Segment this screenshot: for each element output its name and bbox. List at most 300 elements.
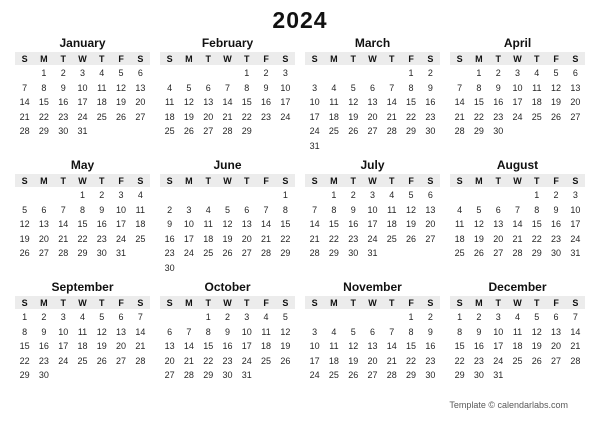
date-cell: 6 [572,68,578,78]
empty-cell [566,368,585,383]
date-cell: 6 [205,82,211,93]
date-cell: 30 [38,370,49,380]
date-cell: 6 [495,204,501,215]
weekday-label: W [78,175,87,186]
date-cell: 11 [329,341,339,351]
date-cell: 20 [367,111,378,122]
empty-cell [527,124,546,139]
weekday-label: S [282,297,289,308]
date-cell: 24 [116,233,127,244]
weekday-header [450,52,585,65]
weekday-label: M [475,175,483,186]
date-cell: 24 [183,248,194,258]
date-cell: 26 [531,355,542,366]
date-cell: 30 [425,126,436,136]
empty-cell [401,139,420,154]
date-cell: 1 [41,68,47,78]
date-cell: 9 [167,219,173,229]
date-cell: 24 [512,111,523,122]
date-cell: 17 [367,219,378,229]
date-cell: 22 [203,355,214,366]
date-cell: 28 [19,126,30,136]
date-cell: 16 [38,341,49,351]
date-cell: 4 [389,190,395,200]
weekday-header [305,296,440,309]
date-cell: 10 [512,82,523,93]
date-cell: 4 [331,82,337,93]
date-cell: 10 [570,204,581,215]
weekday-label: F [118,297,124,308]
date-cell: 19 [222,233,233,244]
date-cell: 23 [164,248,175,258]
empty-cell [363,139,382,154]
weekday-label: S [572,175,579,186]
empty-cell [199,188,218,203]
date-cell: 21 [386,111,397,122]
date-cell: 31 [493,370,504,380]
date-cell: 2 [427,312,433,322]
date-cell: 8 [408,82,414,93]
year-title: 2024 [272,7,328,33]
date-cell: 4 [99,68,105,78]
empty-cell [344,139,363,154]
date-cell: 24 [570,233,581,244]
date-cell: 8 [41,82,47,93]
weekday-label: W [513,175,522,186]
date-cell: 18 [328,355,339,366]
date-cell: 21 [309,233,320,244]
date-cell: 4 [263,312,269,322]
date-cell: 30 [348,248,359,258]
date-cell: 30 [58,126,69,136]
month-name: August [496,158,539,172]
weekday-label: W [368,53,377,64]
date-cell: 6 [167,326,173,337]
date-cell: 17 [116,219,127,229]
date-cell: 28 [386,370,397,380]
date-cell: 28 [386,126,397,136]
date-cell: 27 [116,355,127,366]
month-name: May [70,158,95,172]
date-cell: 7 [224,82,230,93]
date-cell: 4 [205,204,211,215]
date-cell: 21 [19,111,30,122]
date-cell: 19 [531,341,542,351]
date-cell: 28 [261,248,272,258]
date-cell: 3 [514,68,520,78]
date-cell: 30 [551,248,562,258]
weekday-label: S [427,53,434,64]
date-cell: 10 [77,82,88,93]
weekday-label: S [427,175,434,186]
weekday-header [15,52,150,65]
date-cell: 12 [183,97,194,107]
date-cell: 16 [96,219,107,229]
weekday-label: F [553,297,559,308]
date-cell: 10 [116,204,127,215]
date-cell: 2 [263,68,269,78]
month-dates [160,310,295,383]
date-cell: 13 [116,326,127,337]
date-cell: 26 [551,111,562,122]
date-cell: 5 [22,204,28,215]
weekday-label: F [118,53,124,64]
empty-cell [489,188,508,203]
date-cell: 25 [454,248,465,258]
date-cell: 9 [60,82,66,93]
date-cell: 6 [369,82,375,93]
empty-cell [324,310,343,325]
date-cell: 1 [205,312,211,322]
date-cell: 21 [570,341,581,351]
date-cell: 16 [425,97,436,107]
date-cell: 15 [203,341,214,351]
date-cell: 12 [19,219,30,229]
weekday-header [15,296,150,309]
date-cell: 22 [406,111,417,122]
date-cell: 1 [22,312,28,322]
month-january [15,36,150,139]
weekday-label: M [40,53,48,64]
date-cell: 10 [309,341,320,351]
empty-cell [344,310,363,325]
date-cell: 14 [309,219,320,229]
date-cell: 2 [99,190,105,200]
date-cell: 30 [473,370,484,380]
date-cell: 6 [427,190,433,200]
date-cell: 15 [531,219,542,229]
weekday-label: S [282,175,289,186]
date-cell: 7 [60,204,66,215]
date-cell: 16 [222,341,233,351]
weekday-label: T [60,53,66,64]
weekday-label: S [137,53,144,64]
date-cell: 11 [387,204,397,215]
empty-cell [92,368,111,383]
date-cell: 15 [19,341,30,351]
date-cell: 2 [60,68,66,78]
date-cell: 15 [473,97,484,107]
date-cell: 31 [116,248,127,258]
weekday-label: S [311,53,318,64]
weekday-label: M [185,297,193,308]
date-cell: 15 [454,341,465,351]
empty-cell [160,188,179,203]
date-cell: 8 [244,82,250,93]
date-cell: 13 [135,82,146,93]
date-cell: 9 [224,326,230,337]
weekday-label: S [137,175,144,186]
date-cell: 23 [58,111,69,122]
empty-cell [54,368,73,383]
weekday-label: T [534,297,540,308]
date-cell: 8 [205,326,211,337]
date-cell: 4 [79,312,85,322]
date-cell: 11 [261,326,271,337]
date-cell: 26 [222,248,233,258]
date-cell: 8 [534,204,540,215]
date-cell: 1 [79,190,85,200]
month-name: October [204,280,251,294]
date-cell: 16 [58,97,69,107]
weekday-label: F [118,175,124,186]
date-cell: 8 [22,326,28,337]
empty-cell [401,246,420,261]
date-cell: 2 [224,312,230,322]
empty-cell [324,139,343,154]
date-cell: 12 [116,82,127,93]
date-cell: 25 [77,355,88,366]
date-cell: 27 [164,370,175,380]
date-cell: 20 [425,219,436,229]
date-cell: 23 [348,233,359,244]
date-cell: 25 [328,370,339,380]
date-cell: 1 [282,190,288,200]
date-cell: 9 [99,204,105,215]
weekday-label: W [78,297,87,308]
date-cell: 21 [386,355,397,366]
date-cell: 26 [280,355,291,366]
date-cell: 18 [386,219,397,229]
weekday-label: W [368,175,377,186]
date-cell: 2 [350,190,356,200]
date-cell: 4 [137,190,143,200]
date-cell: 19 [551,97,562,107]
date-cell: 27 [203,126,214,136]
date-cell: 25 [531,111,542,122]
weekday-label: S [456,297,463,308]
empty-cell [363,310,382,325]
weekday-header [160,174,295,187]
date-cell: 10 [183,219,194,229]
date-cell: 24 [280,111,291,122]
month-dates [15,66,150,139]
empty-cell [305,188,324,203]
empty-cell [179,188,198,203]
date-cell: 2 [476,312,482,322]
date-cell: 7 [457,82,463,93]
date-cell: 10 [58,326,69,337]
date-cell: 29 [241,126,252,136]
date-cell: 17 [493,341,504,351]
date-cell: 16 [551,219,562,229]
date-cell: 11 [135,204,146,215]
date-cell: 25 [96,111,107,122]
empty-cell [450,66,469,81]
date-cell: 18 [531,97,542,107]
date-cell: 12 [280,326,291,337]
date-cell: 2 [427,68,433,78]
date-cell: 9 [263,82,269,93]
weekday-label: M [185,53,193,64]
date-cell: 18 [96,97,107,107]
date-cell: 25 [328,126,339,136]
empty-cell [305,66,324,81]
date-cell: 15 [406,97,417,107]
date-cell: 26 [116,111,127,122]
empty-cell [256,261,275,276]
month-october [160,280,295,383]
date-cell: 23 [38,355,49,366]
date-cell: 21 [454,111,465,122]
weekday-label: T [60,175,66,186]
date-cell: 17 [280,97,291,107]
date-cell: 26 [19,248,30,258]
date-cell: 13 [570,82,581,93]
date-cell: 29 [77,248,88,258]
weekday-label: S [456,53,463,64]
date-cell: 27 [38,248,49,258]
date-cell: 12 [473,219,484,229]
date-cell: 4 [457,204,463,215]
empty-cell [324,66,343,81]
empty-cell [199,66,218,81]
date-cell: 14 [512,219,523,229]
date-cell: 23 [551,233,562,244]
weekday-label: S [311,175,318,186]
weekday-label: T [99,175,105,186]
date-cell: 20 [367,355,378,366]
weekday-label: M [475,297,483,308]
date-cell: 9 [495,82,501,93]
date-cell: 30 [222,370,233,380]
empty-cell [131,368,150,383]
date-cell: 13 [367,97,378,107]
date-cell: 27 [493,248,504,258]
date-cell: 16 [348,219,359,229]
date-cell: 6 [244,204,250,215]
date-cell: 17 [309,111,320,122]
date-cell: 25 [203,248,214,258]
date-cell: 5 [476,204,482,215]
date-cell: 8 [331,204,337,215]
empty-cell [218,261,237,276]
empty-cell [421,246,440,261]
date-cell: 10 [241,326,252,337]
date-cell: 14 [386,341,397,351]
date-cell: 14 [58,219,69,229]
weekday-label: T [350,297,356,308]
date-cell: 13 [493,219,504,229]
weekday-label: M [330,175,338,186]
empty-cell [54,188,73,203]
month-dates [305,188,440,261]
empty-cell [508,188,527,203]
weekday-header [160,52,295,65]
date-cell: 18 [512,341,523,351]
date-cell: 20 [241,233,252,244]
date-cell: 5 [282,312,288,322]
month-dates [450,66,585,139]
date-cell: 26 [348,370,359,380]
date-cell: 19 [183,111,194,122]
date-cell: 6 [118,312,124,322]
date-cell: 6 [137,68,143,78]
date-cell: 20 [570,97,581,107]
footer-credit: Template © calendarlabs.com [449,400,568,410]
date-cell: 19 [406,219,417,229]
date-cell: 28 [183,370,194,380]
weekday-label: M [330,53,338,64]
date-cell: 27 [367,370,378,380]
date-cell: 21 [222,111,233,122]
weekday-label: T [350,175,356,186]
date-cell: 14 [454,97,465,107]
month-dates [305,66,440,153]
date-cell: 22 [328,233,339,244]
date-cell: 12 [348,341,359,351]
weekday-label: T [350,53,356,64]
date-cell: 22 [280,233,291,244]
date-cell: 26 [348,126,359,136]
date-cell: 31 [77,126,88,136]
date-cell: 3 [244,312,250,322]
date-cell: 26 [183,126,194,136]
month-name: November [343,280,402,294]
date-cell: 25 [512,355,523,366]
date-cell: 15 [241,97,252,107]
date-cell: 6 [553,312,559,322]
empty-cell [276,124,295,139]
date-cell: 19 [116,97,127,107]
weekday-label: T [534,175,540,186]
date-cell: 14 [570,326,581,337]
date-cell: 3 [79,68,85,78]
empty-cell [527,368,546,383]
empty-cell [382,66,401,81]
empty-cell [382,246,401,261]
month-june [160,158,295,275]
empty-cell [131,124,150,139]
date-cell: 12 [551,82,562,93]
weekday-label: W [368,297,377,308]
weekday-label: W [513,297,522,308]
weekday-label: T [205,53,211,64]
weekday-label: W [513,53,522,64]
date-cell: 1 [244,68,250,78]
weekday-label: T [389,175,395,186]
empty-cell [276,261,295,276]
date-cell: 17 [241,341,252,351]
date-cell: 5 [224,204,230,215]
date-cell: 3 [369,190,375,200]
date-cell: 8 [408,326,414,337]
date-cell: 11 [77,326,88,337]
weekday-label: S [21,297,28,308]
date-cell: 15 [328,219,339,229]
date-cell: 16 [425,341,436,351]
month-dates [450,310,585,383]
date-cell: 13 [38,219,49,229]
weekday-label: S [572,297,579,308]
date-cell: 3 [495,312,501,322]
weekday-label: F [553,53,559,64]
weekday-label: T [244,53,250,64]
date-cell: 18 [328,111,339,122]
empty-cell [160,310,179,325]
date-cell: 5 [553,68,559,78]
date-cell: 7 [514,204,520,215]
date-cell: 26 [406,233,417,244]
empty-cell [111,124,130,139]
date-cell: 14 [222,97,233,107]
date-cell: 30 [164,262,175,273]
empty-cell [218,188,237,203]
date-cell: 14 [19,97,30,107]
date-cell: 25 [386,233,397,244]
date-cell: 5 [350,326,356,337]
date-cell: 12 [406,204,417,215]
